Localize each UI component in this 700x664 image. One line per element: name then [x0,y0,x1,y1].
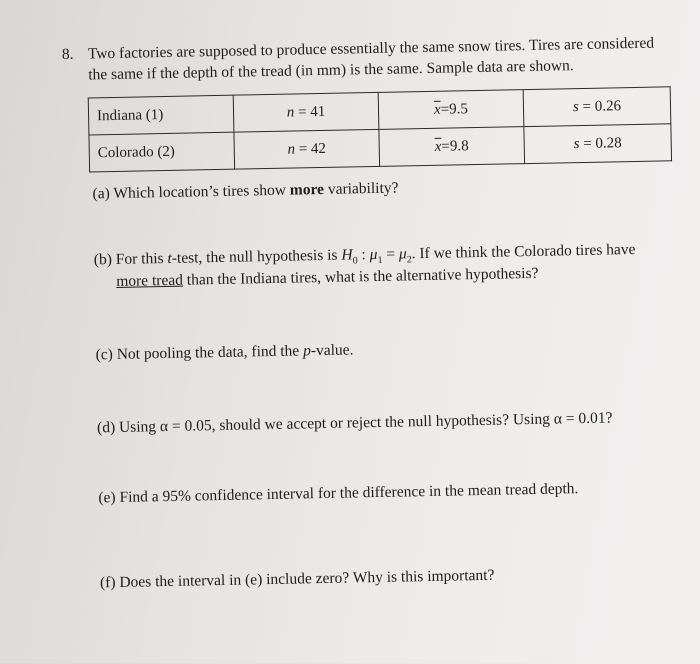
s-value: = 0.26 [582,97,622,115]
n-cell: n = 42 [234,129,380,169]
location-cell: Indiana (1) [88,95,234,135]
part-a: (a) Which location’s tires show more variability? [92,179,399,203]
part-c: (c) Not pooling the data, find the p-value. [95,341,354,364]
part-b-line-2: more tread than the Indiana tires, what is the alternative hypothesis? [116,264,539,290]
s-cell: s = 0.26 [523,87,671,127]
part-f: (f) Does the interval in (e) include zero? Why is this important? [99,566,495,592]
n-cell: n = 41 [233,92,379,132]
part-d: (d) Using α = 0.05, should we accept or reject the null hypothesis? Using α = 0.01? [96,409,613,437]
part-b-line-1: (b) For this t-test, the null hypothesis is $H_0$ : $\mu_1 = \mu_2$. If we think the Colorado tires have [93,240,636,269]
question-intro-line-2: the same if the depth of the tread (in mm) is the same. Sample data are shown. [88,57,574,84]
location-cell: Colorado (2) [89,132,235,172]
s-value: = 0.28 [583,134,622,152]
xbar-cell: $\overline{x}=9.8$ [379,127,525,167]
question-number: 8. [61,45,74,63]
xbar-value: =9.8 [441,137,469,155]
sample-data-table [88,86,672,172]
null-hypothesis-formula: $H_0$ : $\mu_1 = \mu_2$ [341,245,412,267]
xbar-cell: $\overline{x}=9.5$ [378,90,524,130]
n-value: = 41 [297,103,326,120]
question-intro-line-1: Two factories are supposed to produce essentially the same snow tires. Tires are considered [87,34,655,63]
xbar-value: =9.5 [440,100,469,118]
n-value: = 42 [298,140,327,157]
s-cell: s = 0.28 [524,124,672,164]
part-e: (e) Find a 95% confidence interval for the difference in the mean tread depth. [98,480,579,507]
